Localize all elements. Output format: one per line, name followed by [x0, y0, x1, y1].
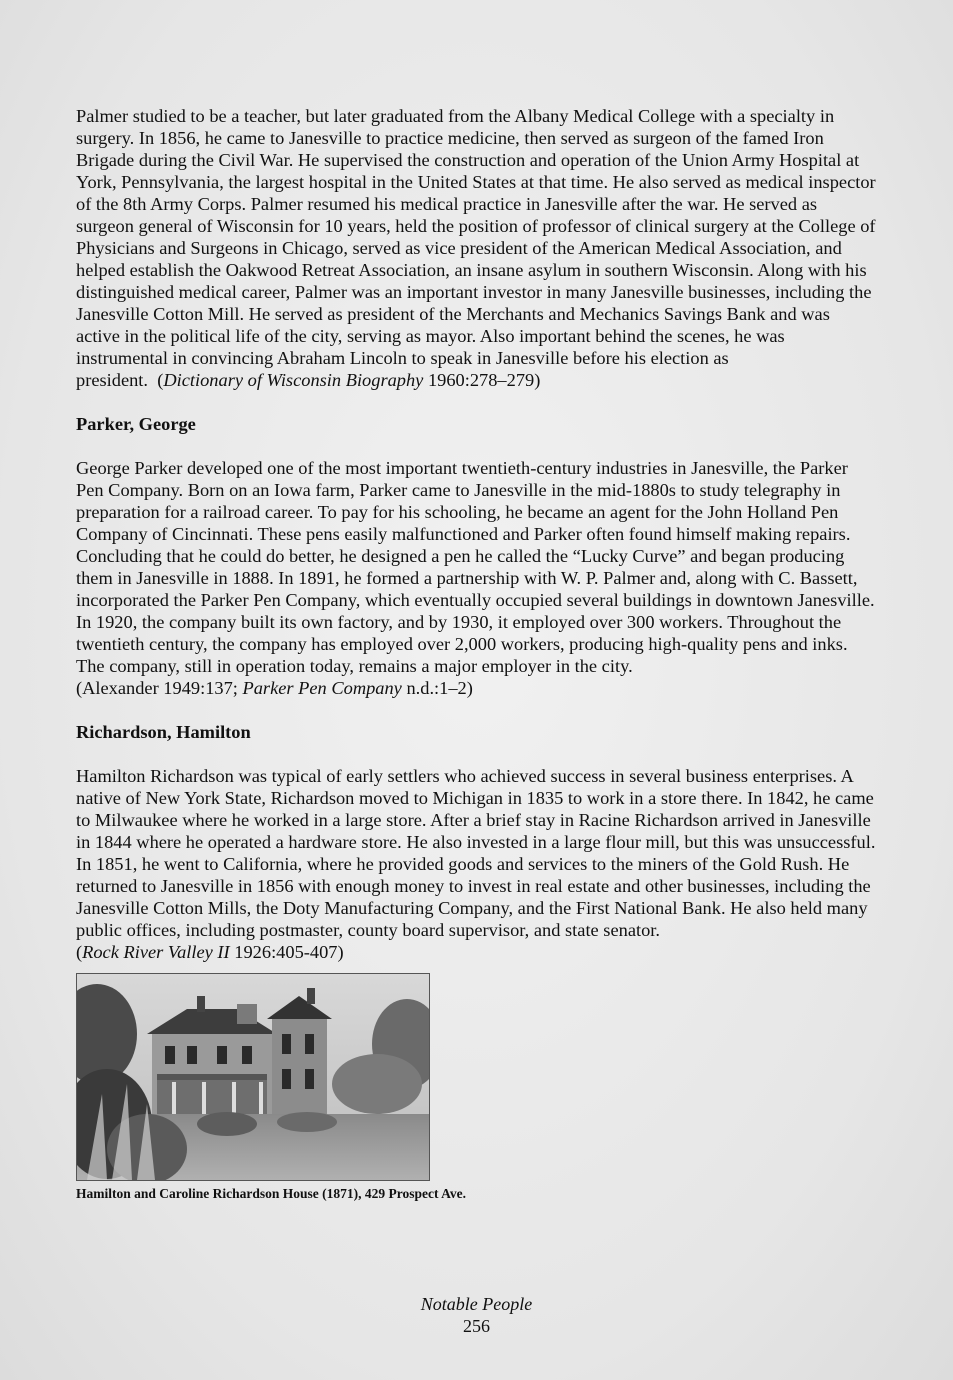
photo-caption: Hamilton and Caroline Richardson House (1871), 429 Prospect Ave. — [76, 1186, 467, 1201]
richardson-citation-source: Rock River Valley II — [82, 942, 230, 962]
parker-citation-pre: (Alexander 1949:137; — [76, 678, 243, 698]
richardson-paragraph — [76, 765, 876, 963]
palmer-citation-pages: 1960:278–279) — [423, 370, 541, 390]
richardson-body: Hamilton Richardson was typical of early settlers who achieved success in several business enterprises. A native of New York State, Richardson moved to Michigan in 1835 to work in a store there. In 1842, he came to Milwaukee where he worked in a large store. After a brief stay in Racine Richardson arrived in Janesville in 1844 where he operated a hardware store. He also invested in a large flour mill, but this was unsuccessful. In 1851, he went to California, where he provided goods and services to the miners of the Gold Rush. He returned to Janesville in 1856 with enough money to invest in real estate and other businesses, including the Janesville Cotton Mills, the Doty Manufacturing Company, and the First National Bank. He also held many public offices, including postmaster, county board supervisor, and state senator. — [76, 766, 876, 940]
parker-paragraph — [76, 457, 876, 699]
palmer-body: Palmer studied to be a teacher, but later graduated from the Albany Medical College with a specialty in surgery. In 1856, he came to Janesville to practice medicine, then served as surgeon of the famed Iron Brigade during the Civil War. He supervised the construction and operation of the Union Army Hospital at York, Pennsylvania, the largest hospital in the United States at that time. He also served as medical inspector of the 8th Army Corps. Palmer resumed his medical practice in Janesville after the war. He served as surgeon general of Wisconsin for 10 years, held the position of professor of clinical surgery at the College of Physicians and Surgeons in Chicago, served as vice president of the American Medical Association, and helped establish the Oakwood Retreat Association, an insane asylum in southern Wisconsin. Along with his distinguished medical career, Palmer was an important investor in many Janesville businesses, including the Janesville Cotton Mill. He served as president of the Merchants and Mechanics Savings Bank and was active in the political life of the city, serving as mayor. Also important behind the scenes, he was instrumental in convincing Abraham Lincoln to speak in Janesville before his election as president. — [76, 106, 876, 390]
parker-body: George Parker developed one of the most important twentieth-century industries in Janesville, the Parker Pen Company. Born on an Iowa farm, Parker came to Janesville in the mid-1880s to study telegraphy in preparation for a railroad career. To pay for his schooling, he became an agent for the John Holland Pen Company of Cincinnati. These pens easily malfunctioned and Parker often found himself making repairs. Concluding that he could do better, he designed a pen he called the “Lucky Curve” and began producing them in Janesville in 1888. In 1891, he formed a partnership with W. P. Palmer and, along with C. Bassett, incorporated the Parker Pen Company, which eventually occupied several buildings in downtown Janesville. In 1920, the company built its own factory, and by 1930, it employed over 300 workers. Throughout the twentieth century, the company has employed over 2,000 workers, producing high-quality pens and inks. The company, still in operation today, remains a major employer in the city. — [76, 458, 875, 676]
richardson-citation-pre: ( — [76, 942, 83, 962]
palmer-citation-source: Dictionary of Wisconsin Biography — [163, 370, 424, 390]
parker-heading: Parker, George — [76, 414, 196, 434]
parker-citation-pages: n.d.:1–2) — [401, 678, 473, 698]
page-content — [76, 105, 876, 1203]
richardson-heading: Richardson, Hamilton — [76, 722, 251, 742]
section-title: Notable People — [420, 1294, 533, 1314]
photo-block — [76, 973, 876, 1203]
parker-citation-source: Parker Pen Company — [242, 678, 402, 698]
page-number: 256 — [463, 1316, 490, 1336]
house-photo — [76, 973, 430, 1181]
page-footer — [0, 1293, 953, 1337]
palmer-paragraph: Palmer studied to be a teacher, but later graduated from the Albany Medical College with a specialty in surgery. In 1856, he came to Janesville to practice medicine, then served as surgeon of the famed Iron Brigade during the Civil War. He supervised the construction and operation of the Union Army Hospital at York, Pennsylvania, the largest hospital in the United States at that time. He also served as medical inspector of the 8th Army Corps. Palmer resumed his medical practice in Janesville after the war. He served as surgeon general of Wisconsin for 10 years, held the position of professor of clinical surgery at the College of Physicians and Surgeons in Chicago, served as vice president of the American Medical Association, and helped establish the Oakwood Retreat Association, an insane asylum in southern Wisconsin. Along with his distinguished medical career, Palmer was an important investor in many Janesville businesses, including the Janesville Cotton Mill. He served as president of the Merchants and Mechanics Savings Bank and was active in the political life of the city, serving as mayor. Also important behind the scenes, he was instrumental in convincing Abraham Lincoln to speak in Janesville before his election as president. (Dictionary of Wisconsin Biography 1960:278–279) — [76, 106, 876, 390]
richardson-citation-pages: 1926:405-407) — [229, 942, 344, 962]
